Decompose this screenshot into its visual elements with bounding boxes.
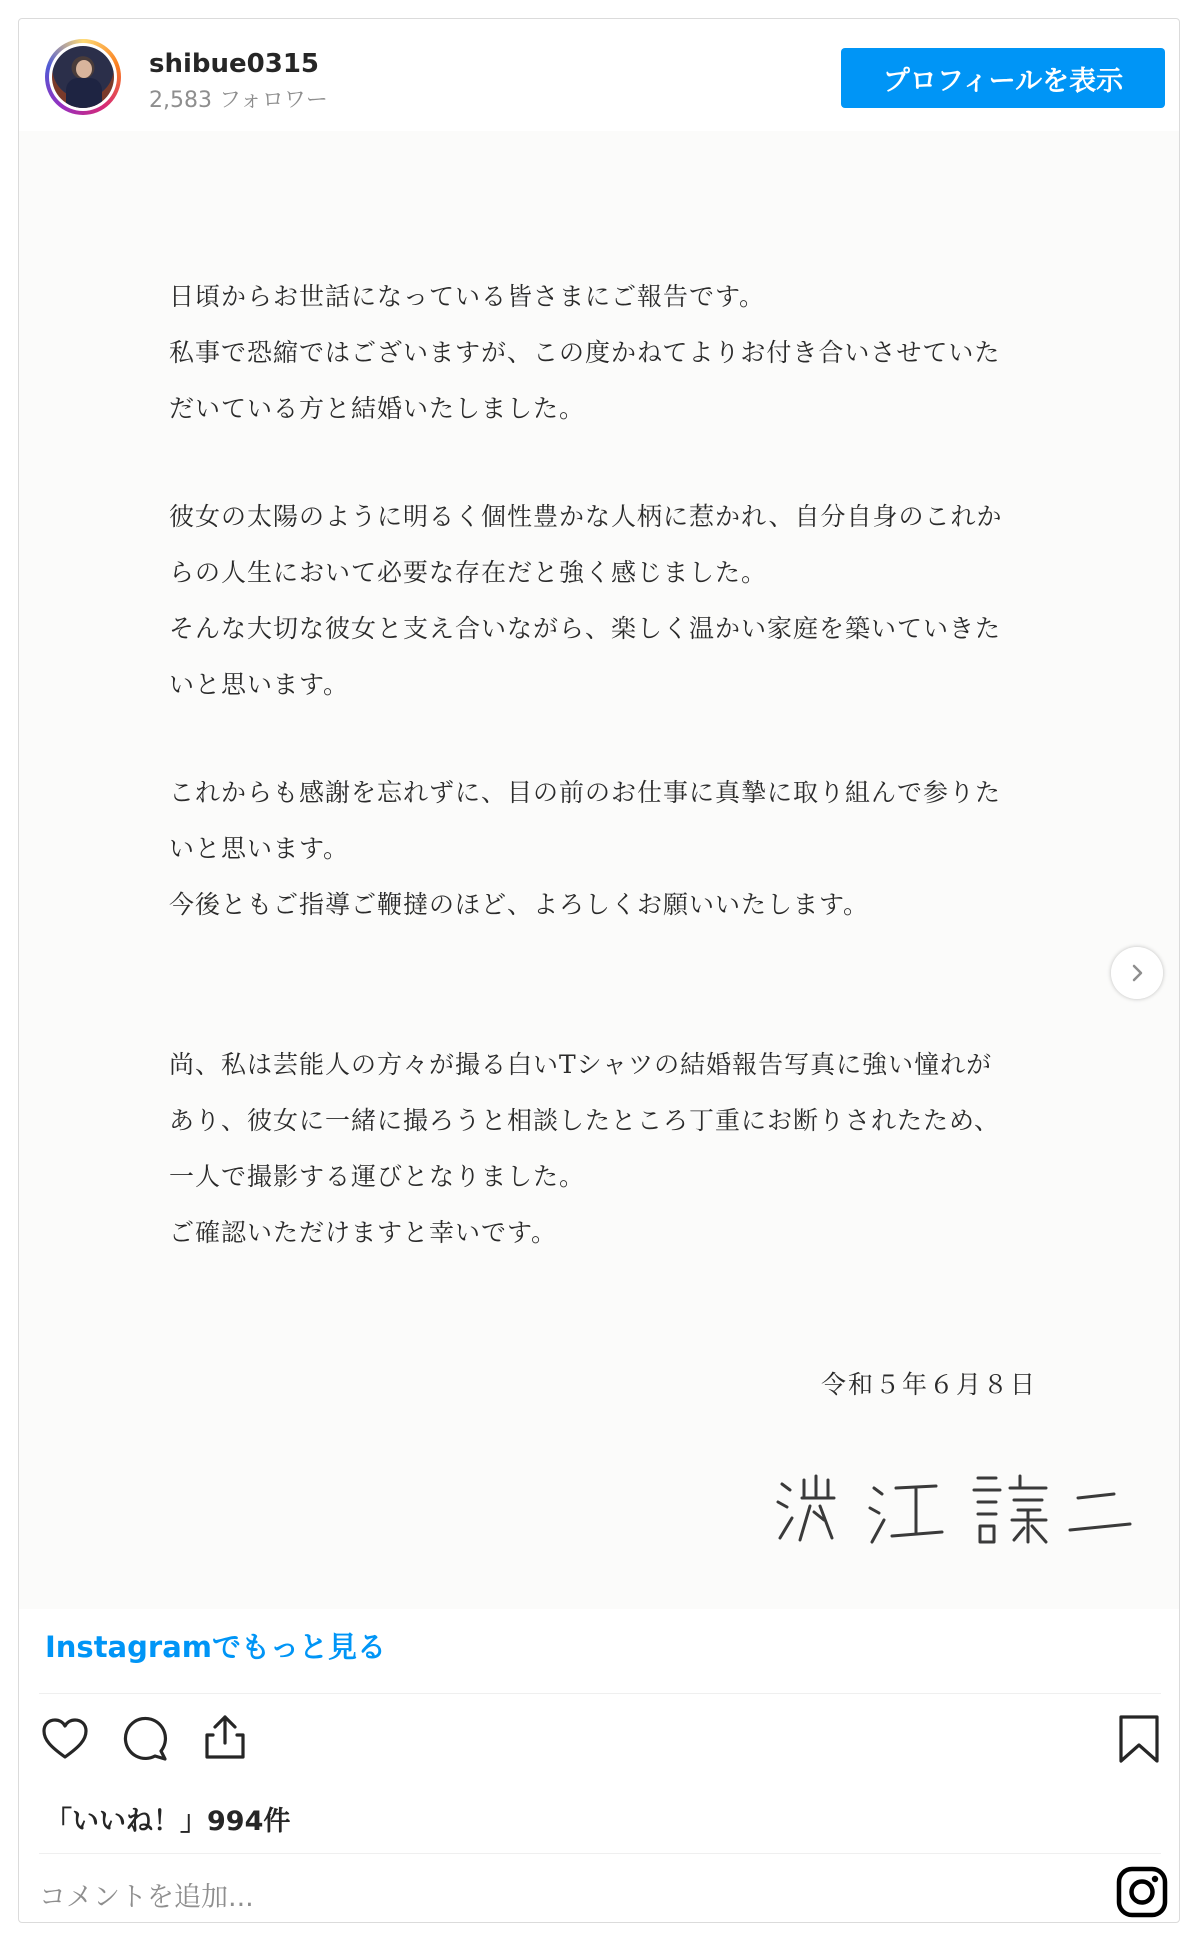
avatar[interactable]	[45, 39, 121, 115]
letter-line: いと思います。	[169, 670, 350, 699]
like-count[interactable]: 「いいね！」994件	[45, 1806, 291, 1837]
add-comment-input[interactable]: コメントを追加...	[39, 1882, 254, 1913]
handwritten-signature	[774, 1466, 1144, 1551]
view-profile-button[interactable]: プロフィールを表示	[841, 48, 1165, 108]
profile-photo	[52, 46, 114, 108]
letter-line: 日頃からお世話になっている皆さまにご報告です。	[169, 282, 766, 311]
letter-date: 令和５年６月８日	[820, 1370, 1037, 1399]
letter-line: そんな大切な彼女と支え合いながら、楽しく温かい家庭を築いていきた	[169, 614, 1002, 643]
letter-body	[169, 269, 1069, 1261]
letter-line: 私事で恐縮ではございますが、この度かねてよりお付き合いさせていた	[169, 338, 1001, 367]
letter-line: あり、彼女に一緒に撮ろうと相談したところ丁重にお断りされたため、	[169, 1106, 1001, 1135]
divider	[39, 1693, 1161, 1694]
view-more-on-instagram-link[interactable]: Instagramでもっと見る	[45, 1630, 386, 1664]
username-link[interactable]: shibue0315	[149, 49, 320, 79]
divider	[39, 1853, 1161, 1854]
instagram-embed-card	[18, 18, 1180, 1923]
letter-line: だいている方と結婚いたしました。	[169, 394, 586, 423]
chevron-right-icon	[1126, 962, 1148, 984]
letter-line: ご確認いただけますと幸いです。	[169, 1218, 558, 1247]
share-icon[interactable]	[197, 1709, 253, 1765]
letter-line: 彼女の太陽のように明るく個性豊かな人柄に惹かれ、自分自身のこれか	[169, 502, 1003, 531]
letter-line: 今後ともご指導ご鞭撻のほど、よろしくお願いいたします。	[169, 890, 870, 919]
letter-line: いと思います。	[169, 834, 350, 863]
post-image[interactable]	[19, 131, 1179, 1609]
next-image-button[interactable]	[1111, 947, 1163, 999]
letter-line: これからも感謝を忘れずに、目の前のお仕事に真摯に取り組んで参りた	[169, 778, 1002, 807]
instagram-logo-icon[interactable]	[1115, 1865, 1169, 1919]
comment-icon[interactable]	[117, 1711, 173, 1767]
heart-icon[interactable]	[37, 1711, 93, 1767]
letter-line: らの人生において必要な存在だと強く感じました。	[169, 558, 768, 587]
bookmark-icon[interactable]	[1111, 1711, 1167, 1767]
letter-line: 尚、私は芸能人の方々が撮る白いTシャツの結婚報告写真に強い憧れが	[169, 1050, 993, 1079]
letter-line: 一人で撮影する運びとなりました。	[169, 1162, 586, 1191]
follower-count: 2,583 フォロワー	[149, 88, 328, 113]
